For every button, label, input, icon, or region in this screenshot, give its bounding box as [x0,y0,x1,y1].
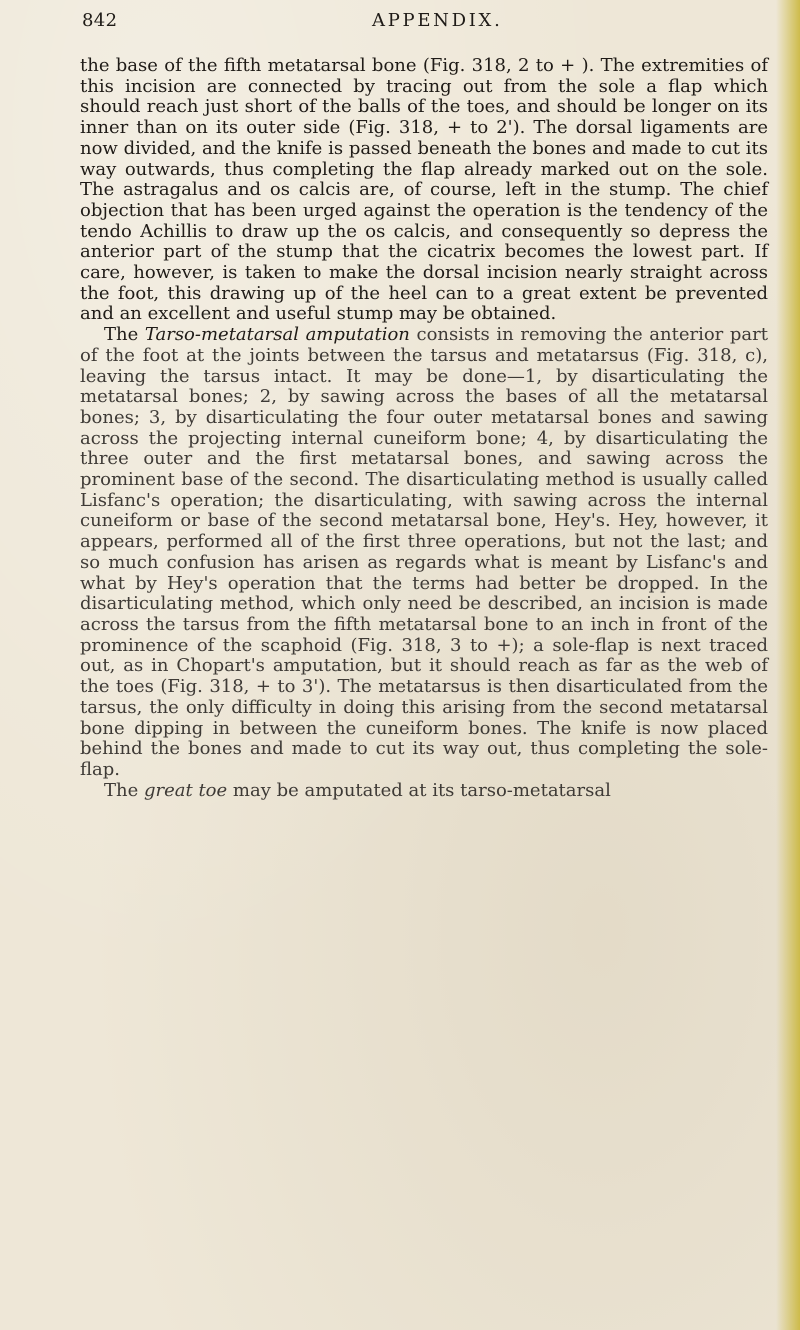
paragraph-2 [80,325,768,780]
term-tarso-metatarsal-amputation: Tarso-metatarsal amputation [144,324,410,346]
page-edge [776,0,800,1330]
paragraph-2-body: consists in removing the anterior part of the foot at the joints between the tarsus and metatarsus (Fig. 318, c), leaving the tarsus intact. It may be done—1, by disarticulating the metatarsal bones; 2, by sawing across the bases of all the metatarsal bones; 3, by disarticulating the four outer metatarsal bones and sawing across the projecting internal cuneiform bone; 4, by disarticulating the three outer and the first metatarsal bones, and sawing across the prominent base of the second. The disarticulating method is usually called Lisfanc's operation; the disarticulating, with sawing across the internal cuneiform or base of the second metatarsal bone, Hey's. Hey, however, it appears, performed all of the first three operations, but not the last; and so much confusion has arisen as regards what is meant by Lisfanc's and what by Hey's operation that the terms had better be dropped. In the disarticulating method, which only need be described, an incision is made across the tarsus from the fifth metatarsal bone to an inch in front of the prominence of the scaphoid (Fig. 318, 3 to +); a sole-flap is next traced out, as in Chopart's amputation, but it should reach as far as the web of the toes (Fig. 318, + to 3'). The metatarsus is then disarticulated from the tarsus, the only difficulty in doing this arising from the second metatarsal bone dipping in between the cuneiform bones. The knife is now placed behind the bones and made to cut its way out, thus completing the sole-flap. [80,324,768,780]
page-number: 842 [82,10,118,31]
page-header [82,10,772,40]
running-head: APPENDIX. [372,10,503,31]
paragraph-3-lead: The [104,779,144,801]
term-great-toe: great toe [143,779,228,801]
paragraph-1: the base of the fifth metatarsal bone (Fig. 318, 2 to + ). The extremities of this incision are connected by tracing out from the sole a flap which should reach just short of the balls of the toes, and should be longer on its inner than on its outer side (Fig. 318, + to 2'). The dorsal ligaments are now divided, and the knife is passed beneath the bones and made to cut its way outwards, thus completing the flap already marked out on the sole. The astragalus and os calcis are, of course, left in the stump. The chief objection that has been urged against the operation is the tendency of the tendo Achillis to draw up the os calcis, and consequently so depress the anterior part of the stump that the cicatrix becomes the lowest part. If care, however, is taken to make the dorsal incision nearly straight across the foot, this drawing up of the heel can to a great extent be prevented and an excellent and useful stump may be obtained. [80,55,768,325]
body-text [80,56,768,801]
paragraph-3 [80,781,768,802]
paragraph-2-lead: The [104,324,145,346]
paragraph-3-body: may be amputated at its tarso-metatarsal [227,779,611,801]
